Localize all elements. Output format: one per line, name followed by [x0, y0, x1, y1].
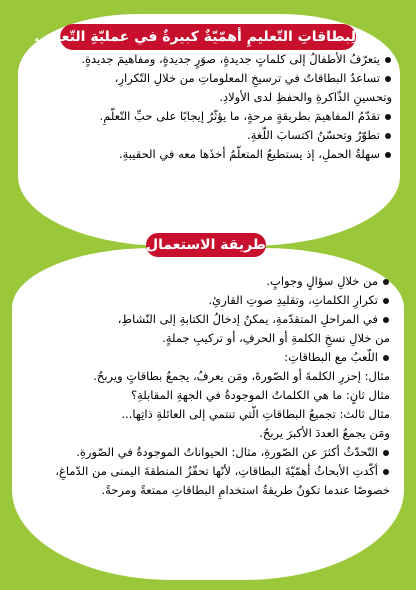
usage-title-banner: طريقة الاستعمال: [146, 233, 266, 257]
list-item: خصوصًا عندما تكونُ طريقةُ استخدامِ البطاقاتِ ممتعةً ومرحةً.: [101, 483, 390, 497]
list-item: تكرارِ الكلماتِ، وتقليدِ صوتِ القارئِ.: [40, 291, 390, 310]
importance-list: [52, 50, 392, 164]
list-item: سهلةُ الحملِ، إذ يستطيعُ المتعلّمُ أخذَها معه في الحقيبةِ.: [52, 145, 392, 164]
usage-list: [40, 272, 390, 500]
list-item: في المراحلِ المتقدّمةِ، يمكنُ إدخالُ الكتابةِ إلى النّشاطِ،: [40, 310, 390, 329]
list-item: تقدّمُ المفاهيمَ بطريقةٍ مرحةٍ، ما يؤثّرُ إيجابًا على حبِّ التّعلّمِ.: [52, 107, 392, 126]
list-item: يتعرّفُ الأطفالُ إلى كلماتٍ جديدةٍ، صوَرٍ جديدةٍ، ومفاهيمَ جديدةٍ.: [52, 50, 392, 69]
list-item: وتحسينِ الذّاكرةِ والحفظِ لدى الأولادِ.: [219, 90, 392, 104]
list-item: مثال: إحزرِ الكلمةَ أو الصّورةَ، ومَن يعرفُ، يجمعُ بطاقاتٍ ويربحُ.: [93, 369, 390, 383]
list-item: التّحدّثُ أكثرَ عن الصّورةِ، مثال: الحيواناتُ الموجودةُ في الصّورةِ.: [40, 443, 390, 462]
list-item: تساعدُ البطاقاتُ في ترسيخِ المعلوماتِ من خلالِ التّكرارِ،: [52, 69, 392, 88]
list-item: أكّدتِ الأبحاثُ أهمّيّةَ البطاقاتِ، لأنّها تحفّزُ المنطقةَ اليمنى من الدّماغِ،: [40, 462, 390, 481]
list-item: مثال ثانٍ: ما هي الكلماتُ الموجودةُ في الجهةِ المقابلةِ؟: [130, 388, 390, 402]
list-item: ومَن يجمعُ العددَ الأكبرَ يربحُ.: [259, 426, 390, 440]
list-item: من خلالِ نسخِ الكلمةِ أو الحرفِ، أو تركيبِ جملةٍ.: [162, 331, 390, 345]
top-title-banner: لِبطاقاتِ التّعليمِ أهمّيّةٌ كبيرةٌ في عمليّةِ التّعليم.: [60, 24, 356, 50]
list-item: اللّعبُ مع البطاقاتِ:: [40, 348, 390, 367]
list-item: تطوّرُ وتحسّنُ اكتسابَ اللّغةِ.: [52, 126, 392, 145]
list-item: مثال ثالث: تجميعُ البطاقاتِ الّتي تنتمي إلى العائلةِ ذاتِها...: [121, 407, 390, 421]
list-item: من خلالِ سؤالٍ وجوابٍ.: [40, 272, 390, 291]
